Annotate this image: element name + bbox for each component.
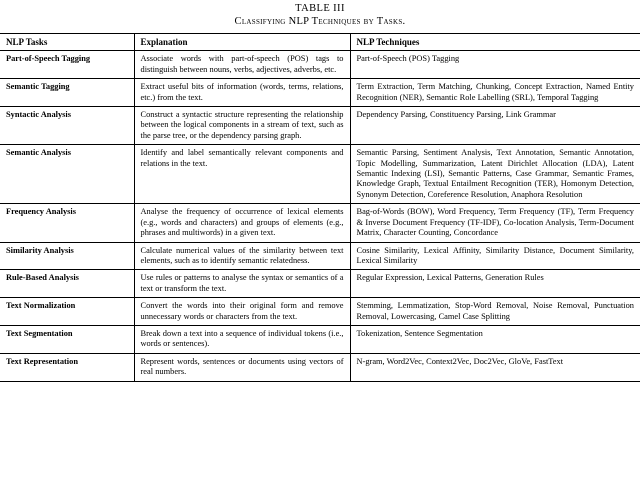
table-row xyxy=(0,325,640,353)
table-row xyxy=(0,145,640,204)
cell-techniques: Semantic Parsing, Sentiment Analysis, Text Annotation, Semantic Annotation, Topic Modelling, Summarization, Latent Dirichlet Allocation (LDA), Latent Semantic Indexing (LSI), Semantic Patterns, Case Grammar, Semantic Frames, Knowledge Graph, Textual Entailment Recognition (TER), Homonym Detection, Synonym Detection, Coreference Resolution, Anaphora Resolution xyxy=(350,145,640,204)
cell-explanation: Use rules or patterns to analyse the syntax or semantics of a text or transform the text. xyxy=(134,270,350,298)
cell-explanation: Analyse the frequency of occurrence of lexical elements (e.g., words and characters) and groups of elements (e.g., phrases and multiwords) in a given text. xyxy=(134,204,350,242)
cell-techniques: Stemming, Lemmatization, Stop-Word Removal, Noise Removal, Punctuation Removal, Lowercasing, Camel Case Splitting xyxy=(350,298,640,326)
column-header-explanation: Explanation xyxy=(134,34,350,51)
cell-explanation: Represent words, sentences or documents using vectors of real numbers. xyxy=(134,353,350,381)
table-head xyxy=(0,34,640,51)
cell-techniques: Regular Expression, Lexical Patterns, Generation Rules xyxy=(350,270,640,298)
cell-techniques: Tokenization, Sentence Segmentation xyxy=(350,325,640,353)
table-header-row xyxy=(0,34,640,51)
cell-explanation: Construct a syntactic structure representing the relationship between the logical components in a stream of text, such as the parse tree, or the dependency parsing graph. xyxy=(134,107,350,145)
nlp-techniques-table xyxy=(0,33,640,382)
cell-task: Text Normalization xyxy=(6,301,76,311)
table-title: Classifying NLP Techniques by Tasks. xyxy=(234,16,406,27)
cell-task: Rule-Based Analysis xyxy=(6,273,79,283)
cell-task: Semantic Tagging xyxy=(6,82,70,92)
table-row xyxy=(0,270,640,298)
cell-techniques: Dependency Parsing, Constituency Parsing, Link Grammar xyxy=(350,107,640,145)
cell-techniques: Part-of-Speech (POS) Tagging xyxy=(350,51,640,79)
cell-explanation: Extract useful bits of information (words, terms, relations, etc.) from the text. xyxy=(134,79,350,107)
cell-task: Similarity Analysis xyxy=(6,245,74,255)
cell-explanation: Calculate numerical values of the similarity between text elements, such as to identify semantic relatedness. xyxy=(134,242,350,270)
column-header-nlp-tasks: NLP Tasks xyxy=(6,37,48,47)
cell-task: Semantic Analysis xyxy=(6,148,72,158)
table-row xyxy=(0,51,640,79)
column-header-nlp-techniques: NLP Techniques xyxy=(350,34,640,51)
cell-task: Part-of-Speech Tagging xyxy=(6,54,91,64)
table-body xyxy=(0,51,640,381)
table-number: TABLE III xyxy=(295,3,345,14)
cell-techniques: N-gram, Word2Vec, Context2Vec, Doc2Vec, GloVe, FastText xyxy=(350,353,640,381)
cell-explanation: Associate words with part-of-speech (POS) tags to distinguish between nouns, verbs, adjectives, adverbs, etc. xyxy=(134,51,350,79)
table-caption xyxy=(0,0,640,29)
table-row xyxy=(0,107,640,145)
cell-techniques: Cosine Similarity, Lexical Affinity, Similarity Distance, Document Similarity, Lexical Similarity xyxy=(350,242,640,270)
cell-explanation: Break down a text into a sequence of individual tokens (i.e., words or sentences). xyxy=(134,325,350,353)
cell-task: Text Representation xyxy=(6,356,78,366)
cell-explanation: Convert the words into their original form and remove unnecessary words or characters from the text. xyxy=(134,298,350,326)
table-row xyxy=(0,298,640,326)
cell-techniques: Bag-of-Words (BOW), Word Frequency, Term Frequency (TF), Term Frequency & Inverse Document Frequency (TF-IDF), Co-location Analysis, Term-Document Matrix, Character Counting, Concordance xyxy=(350,204,640,242)
table-row xyxy=(0,353,640,381)
table-row xyxy=(0,79,640,107)
cell-task: Syntactic Analysis xyxy=(6,110,72,120)
cell-task: Frequency Analysis xyxy=(6,207,76,217)
cell-techniques: Term Extraction, Term Matching, Chunking, Concept Extraction, Named Entity Recognition (NER), Semantic Role Labelling (SRL), Temporal Tagging xyxy=(350,79,640,107)
cell-explanation: Identify and label semantically relevant components and relations in the text. xyxy=(134,145,350,204)
table-row xyxy=(0,204,640,242)
cell-task: Text Segmentation xyxy=(6,328,73,338)
table-row xyxy=(0,242,640,270)
